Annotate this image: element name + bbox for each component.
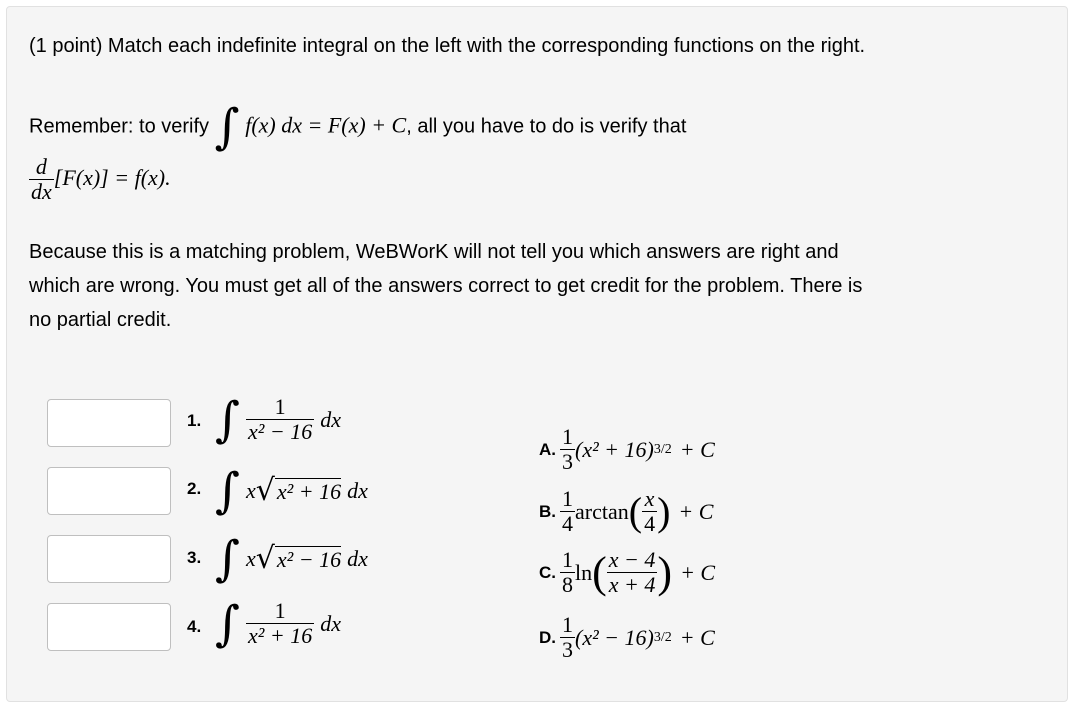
integral-2-radicand: x² + 16 xyxy=(276,478,342,504)
integral-1-num: 1 xyxy=(274,394,286,419)
integral-sign: ∫ xyxy=(215,463,241,519)
choice-b-inner xyxy=(642,487,657,536)
choice-d-label: D. xyxy=(539,627,556,647)
choice-b-num: 1 xyxy=(562,486,573,511)
integral-1-fraction xyxy=(246,395,314,444)
left-paren-icon: ( xyxy=(592,548,607,597)
choice-c-inner-num: x − 4 xyxy=(608,547,656,572)
left-paren-icon: ( xyxy=(628,489,643,534)
derivative-rest: [F(x)] = f(x). xyxy=(53,164,171,190)
question-label-2: 2. xyxy=(187,479,202,498)
integral-4-fraction xyxy=(246,599,314,648)
choice-d-fraction xyxy=(560,613,575,662)
right-paren-icon: ) xyxy=(657,548,673,597)
choice-a-exp: 3/2 xyxy=(653,441,672,457)
choice-c-fn: ln xyxy=(575,559,593,585)
choice-a xyxy=(539,425,715,474)
remember-integral: f(x) dx = F(x) + C xyxy=(245,112,407,138)
derivative-line xyxy=(29,155,171,204)
choice-c-den: 8 xyxy=(562,572,573,597)
choice-b-fraction xyxy=(560,487,575,536)
remember-comma: , xyxy=(406,115,412,138)
choice-b-tail: + C xyxy=(678,498,714,524)
integral-4-den: x² + 16 xyxy=(248,623,313,648)
choice-d-exp: 3/2 xyxy=(653,629,672,645)
derivative-den: dx xyxy=(31,179,52,204)
answer-input-4[interactable] xyxy=(47,603,171,651)
integral-2 xyxy=(215,463,368,519)
question-label-1: 1. xyxy=(187,411,202,430)
remember-suffix: all you have to do is verify that xyxy=(417,115,687,138)
remember-prefix: Remember: to verify xyxy=(29,115,210,138)
choice-b-fn: arctan xyxy=(575,498,629,524)
choice-c-inner xyxy=(607,548,658,597)
choice-d xyxy=(539,613,715,662)
choice-d-body: (x² − 16) xyxy=(575,624,654,650)
choice-b-inner-den: 4 xyxy=(644,511,656,536)
sqrt-icon: √ xyxy=(255,473,275,508)
choice-c xyxy=(539,547,715,598)
choice-c-num: 1 xyxy=(562,547,573,572)
notice-line-2: which are wrong. You must get all of the answers correct to get credit for the problem. There is xyxy=(29,275,863,297)
integral-sign: ∫ xyxy=(215,595,241,652)
problem-card xyxy=(6,6,1068,702)
choice-a-tail: + C xyxy=(679,436,715,462)
sqrt-icon: √ xyxy=(255,541,275,576)
question-label-4: 4. xyxy=(187,617,202,636)
integral-sign: ∫ xyxy=(214,99,240,155)
integral-1-den: x² − 16 xyxy=(248,419,313,444)
notice-line-3: no partial credit. xyxy=(29,309,172,331)
choice-b xyxy=(539,487,713,536)
integral-2-x: x xyxy=(246,478,256,503)
integral-1-dx: dx xyxy=(320,406,341,432)
choice-c-fraction xyxy=(560,548,575,597)
choice-b-label: B. xyxy=(539,501,556,521)
integral-4 xyxy=(215,595,341,652)
choice-d-num: 1 xyxy=(562,612,573,637)
integral-4-dx: dx xyxy=(320,610,341,636)
choice-a-label: A. xyxy=(539,439,556,459)
integral-sign: ∫ xyxy=(215,531,241,587)
answer-input-3[interactable] xyxy=(47,535,171,583)
answer-input-2[interactable] xyxy=(47,467,171,515)
notice-line-1: Because this is a matching problem, WeBWorK will not tell you which answers are right and xyxy=(29,241,839,263)
derivative-num: d xyxy=(35,154,47,179)
integral-2-dx: dx xyxy=(347,478,368,503)
choice-c-tail: + C xyxy=(680,559,716,585)
choice-c-label: C. xyxy=(539,562,556,582)
integral-3-x: x xyxy=(246,546,256,571)
integral-3-radicand: x² − 16 xyxy=(276,546,342,572)
choice-b-den: 4 xyxy=(562,511,573,536)
choice-d-den: 3 xyxy=(562,637,573,662)
choice-a-fraction xyxy=(560,425,575,474)
problem-header: (1 point) Match each indefinite integral on the left with the corresponding functions on the right. xyxy=(29,35,866,57)
choice-a-num: 1 xyxy=(562,424,573,449)
remember-line xyxy=(29,99,687,155)
choice-a-den: 3 xyxy=(562,449,573,474)
derivative-fraction xyxy=(29,155,54,204)
choice-c-inner-den: x + 4 xyxy=(608,572,656,597)
integral-sign: ∫ xyxy=(215,391,241,448)
right-paren-icon: ) xyxy=(657,489,671,534)
choice-d-tail: + C xyxy=(679,624,715,650)
integral-3-dx: dx xyxy=(347,546,368,571)
question-label-3: 3. xyxy=(187,548,202,567)
integral-4-num: 1 xyxy=(274,598,286,623)
answer-input-1[interactable] xyxy=(47,399,171,447)
integral-3 xyxy=(215,531,368,587)
choice-b-inner-num: x xyxy=(644,486,655,511)
choice-a-body: (x² + 16) xyxy=(575,436,654,462)
integral-1 xyxy=(215,391,341,448)
